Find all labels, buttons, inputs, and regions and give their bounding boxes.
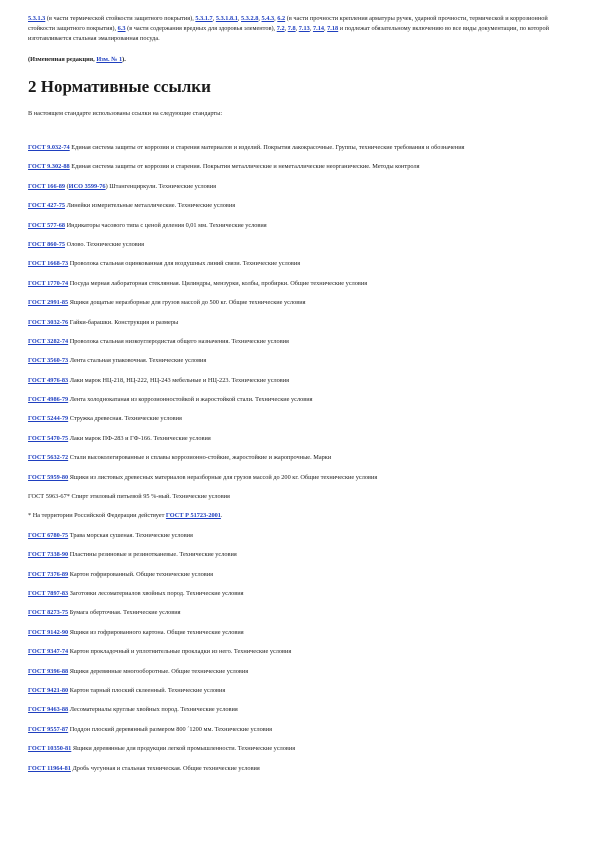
standard-link[interactable]: ГОСТ 3032-76 bbox=[28, 318, 69, 326]
standard-link[interactable]: ИСО 3599-76 bbox=[68, 182, 106, 190]
standard-link[interactable]: ГОСТ 9421-80 bbox=[28, 686, 69, 694]
reference-item bbox=[28, 608, 568, 618]
reference-item bbox=[28, 511, 568, 521]
reference-text: Пластины резиновые и резинотканевые. Технические условия bbox=[68, 551, 237, 559]
reference-text: Лаки марок НЦ-218, НЦ-222, НЦ-243 мебельные и НЦ-223. Технические условия bbox=[68, 376, 290, 384]
reference-item bbox=[28, 221, 568, 231]
standard-link[interactable]: ГОСТ 7338-90 bbox=[28, 551, 69, 559]
reference-text: Стали высоколегированные и сплавы коррозионно-стойкие, жаростойкие и жаропрочные. Марки bbox=[68, 454, 332, 462]
standard-link[interactable]: ГОСТ 10350-81 bbox=[28, 745, 72, 753]
clause-link[interactable]: 7.2 bbox=[276, 25, 285, 32]
footnote-text: . bbox=[220, 512, 223, 520]
standard-link[interactable]: ГОСТ 9142-90 bbox=[28, 628, 69, 636]
reference-item bbox=[28, 589, 568, 599]
clause-link[interactable]: 7.18 bbox=[327, 25, 339, 32]
standard-link[interactable]: ГОСТ 11964-81 bbox=[28, 764, 71, 772]
reference-item bbox=[28, 453, 568, 463]
clause-link[interactable]: 6.2 bbox=[277, 15, 286, 22]
standard-link[interactable]: ГОСТ Р 51723-2001 bbox=[165, 512, 221, 520]
standard-link[interactable]: ГОСТ 5632-72 bbox=[28, 454, 69, 462]
reference-text: Единая система защиты от коррозии и старения. Покрытия металлические и неметаллические неорганические. Методы контроля bbox=[69, 163, 420, 171]
clause-link[interactable]: 7.8 bbox=[287, 25, 296, 32]
reference-item bbox=[28, 531, 568, 541]
reference-text: ГОСТ 5963-67* Спирт этиловый питьевой 95 %-ный. Технические условия bbox=[28, 493, 230, 501]
standard-link[interactable]: ГОСТ 3282-74 bbox=[28, 337, 69, 345]
reference-text: Гайки-барашки. Конструкция и размеры bbox=[68, 318, 179, 326]
standard-link[interactable]: ГОСТ 4976-83 bbox=[28, 376, 69, 384]
reference-text: Трава морская сушеная. Технические условия bbox=[68, 531, 193, 539]
amendment-note: (Измененная редакция, Изм. № 1). bbox=[28, 56, 126, 63]
reference-text: Индикаторы часового типа с ценой деления 0,01 мм. Технические условия bbox=[65, 221, 267, 229]
standard-link[interactable]: ГОСТ 7897-83 bbox=[28, 589, 69, 597]
reference-text: Линейки измерительные металлические. Технические условия bbox=[65, 202, 236, 210]
reference-text: Проволока стальная оцинкованная для воздушных линий связи. Технические условия bbox=[68, 260, 301, 268]
reference-item bbox=[28, 434, 568, 444]
standard-link[interactable]: ГОСТ 1770-74 bbox=[28, 279, 69, 287]
standard-link[interactable]: ГОСТ 9.032-74 bbox=[28, 144, 70, 151]
reference-item bbox=[28, 628, 568, 638]
reference-text: Лаки марок ПФ-283 и ГФ-166. Технические условия bbox=[68, 434, 211, 442]
reference-text: Поддон плоский деревянный размером 800 ´1200 мм. Технические условия bbox=[68, 725, 273, 733]
reference-text: Проволока стальная низкоуглеродистая общего назначения. Технические условия bbox=[68, 337, 289, 345]
reference-item bbox=[28, 298, 568, 308]
reference-item bbox=[28, 337, 568, 347]
reference-item bbox=[28, 473, 568, 483]
reference-item bbox=[28, 647, 568, 657]
reference-text: Ящики деревянные для продукции легкой промышленности. Технические условия bbox=[71, 745, 296, 753]
reference-text: Единая система защиты от коррозии и старения материалов и изделий. Покрытия лакокрасочные. Группы, технические требования и обозначения bbox=[69, 144, 465, 151]
reference-item bbox=[28, 182, 568, 192]
standard-link[interactable]: ГОСТ 9.302-88 bbox=[28, 163, 70, 171]
reference-item bbox=[28, 570, 568, 580]
standard-link[interactable]: ГОСТ 9396-88 bbox=[28, 667, 69, 675]
clause-link[interactable]: 5.3.1.3 bbox=[28, 15, 46, 22]
reference-text: ( bbox=[65, 182, 69, 190]
clause-link[interactable]: 7.14 bbox=[312, 25, 324, 32]
reference-item bbox=[28, 143, 568, 153]
reference-text: Олово. Технические условия bbox=[65, 240, 145, 248]
reference-item bbox=[28, 376, 568, 386]
standard-link[interactable]: ГОСТ 5470-75 bbox=[28, 434, 69, 442]
intro-paragraph: 5.3.1.3 (в части термической стойкости защитного покрытия), 5.3.1.7, 5.3.1.8.1, 5.3.2.8, 5.4.3, 6.2 (в части прочности крепления арматуры ручек, ударной прочности, термической и коррозионной стойкости защитного покрытия), 6.3 (в части содержания вредных для здоровья элементов), 7.2, 7.8, 7.13, 7.14, 7.18 и подлежат обязательному включению во все виды документации, по которой изготавливается стальная эмалированная посуда. bbox=[28, 15, 549, 42]
amendment-link[interactable]: Изм. № 1 bbox=[96, 56, 123, 63]
reference-text: Дробь чугунная и стальная техническая. Общие технические условия bbox=[70, 764, 260, 772]
reference-text: Ящики деревянные многооборотные. Общие технические условия bbox=[68, 667, 249, 675]
clause-link[interactable]: 5.4.3 bbox=[261, 15, 275, 22]
reference-text: Посуда мерная лабораторная стеклянная. Цилиндры, мензурки, колбы, пробирки. Общие технические условия bbox=[68, 279, 368, 287]
reference-item bbox=[28, 395, 568, 405]
intro-block bbox=[28, 14, 568, 119]
standard-link[interactable]: ГОСТ 427-75 bbox=[28, 202, 65, 210]
reference-text: Стружка древесная. Технические условия bbox=[68, 415, 182, 423]
reference-text: Лента холоднокатаная из коррозионностойкой и жаростойкой стали. Технические условия bbox=[68, 396, 313, 404]
standard-link[interactable]: ГОСТ 1668-73 bbox=[28, 260, 69, 268]
reference-text: ) Штангенциркули. Технические условия bbox=[105, 182, 217, 190]
clause-link[interactable]: 7.13 bbox=[298, 25, 310, 32]
reference-list bbox=[28, 143, 568, 783]
reference-text: Ящики дощатые неразборные для грузов массой до 500 кг. Общие технические условия bbox=[68, 299, 306, 307]
clause-link[interactable]: 5.3.2.8 bbox=[241, 15, 259, 22]
reference-item bbox=[28, 162, 568, 172]
standard-link[interactable]: ГОСТ 9557-87 bbox=[28, 725, 69, 733]
reference-item bbox=[28, 667, 568, 677]
reference-item bbox=[28, 279, 568, 289]
standard-link[interactable]: ГОСТ 2991-85 bbox=[28, 299, 69, 307]
reference-text: Лента стальная упаковочная. Технические условия bbox=[68, 357, 207, 365]
standard-link[interactable]: ГОСТ 3560-73 bbox=[28, 357, 69, 365]
footnote-text: * На территории Российской Федерации действует bbox=[28, 512, 166, 520]
clause-link[interactable]: 6.3 bbox=[117, 25, 126, 32]
standard-link[interactable]: ГОСТ 9347-74 bbox=[28, 648, 69, 656]
reference-item bbox=[28, 492, 568, 502]
standard-link[interactable]: ГОСТ 5244-79 bbox=[28, 415, 69, 423]
standard-link[interactable]: ГОСТ 7376-89 bbox=[28, 570, 69, 578]
reference-item bbox=[28, 356, 568, 366]
reference-text: Картон гофрированный. Общие технические условия bbox=[68, 570, 213, 578]
reference-text: Ящики из листовых древесных материалов неразборные для грузов массой до 200 кг. Общие технические условия bbox=[68, 473, 378, 481]
reference-item bbox=[28, 705, 568, 715]
reference-text: Картон прокладочный и уплотнительные прокладки из него. Технические условия bbox=[68, 648, 292, 656]
standard-link[interactable]: ГОСТ 9463-88 bbox=[28, 706, 69, 714]
standard-link[interactable]: ГОСТ 8273-75 bbox=[28, 609, 69, 617]
standard-link[interactable]: ГОСТ 166-89 bbox=[28, 182, 65, 190]
section-title: 2 Нормативные ссылки bbox=[28, 77, 211, 96]
section-lead: В настоящем стандарте использованы ссылки на следующие стандарты: bbox=[28, 110, 223, 117]
reference-item bbox=[28, 550, 568, 560]
reference-text: Картон тарный плоский склеенный. Технические условия bbox=[68, 686, 226, 694]
standard-link[interactable]: ГОСТ 5959-80 bbox=[28, 473, 69, 481]
standard-link[interactable]: ГОСТ 4986-79 bbox=[28, 396, 69, 404]
reference-text: Бумага оберточная. Технические условия bbox=[68, 609, 181, 617]
reference-text: Лесоматериалы круглые хвойных пород. Технические условия bbox=[68, 706, 238, 714]
reference-text: Заготовки лесоматериалов хвойных пород. Технические условия bbox=[68, 589, 244, 597]
reference-item bbox=[28, 318, 568, 328]
standard-link[interactable]: ГОСТ 6780-75 bbox=[28, 531, 69, 539]
standard-link[interactable]: ГОСТ 860-75 bbox=[28, 240, 65, 248]
reference-item bbox=[28, 764, 568, 774]
reference-item bbox=[28, 414, 568, 424]
reference-item bbox=[28, 725, 568, 735]
reference-item bbox=[28, 201, 568, 211]
reference-item bbox=[28, 259, 568, 269]
standard-link[interactable]: ГОСТ 577-68 bbox=[28, 221, 65, 229]
reference-item bbox=[28, 686, 568, 696]
clause-link[interactable]: 5.3.1.7 bbox=[195, 15, 213, 22]
reference-text: Ящики из гофрированного картона. Общие технические условия bbox=[68, 628, 244, 636]
reference-item bbox=[28, 744, 568, 754]
reference-item bbox=[28, 240, 568, 250]
clause-link[interactable]: 5.3.1.8.1 bbox=[215, 15, 238, 22]
